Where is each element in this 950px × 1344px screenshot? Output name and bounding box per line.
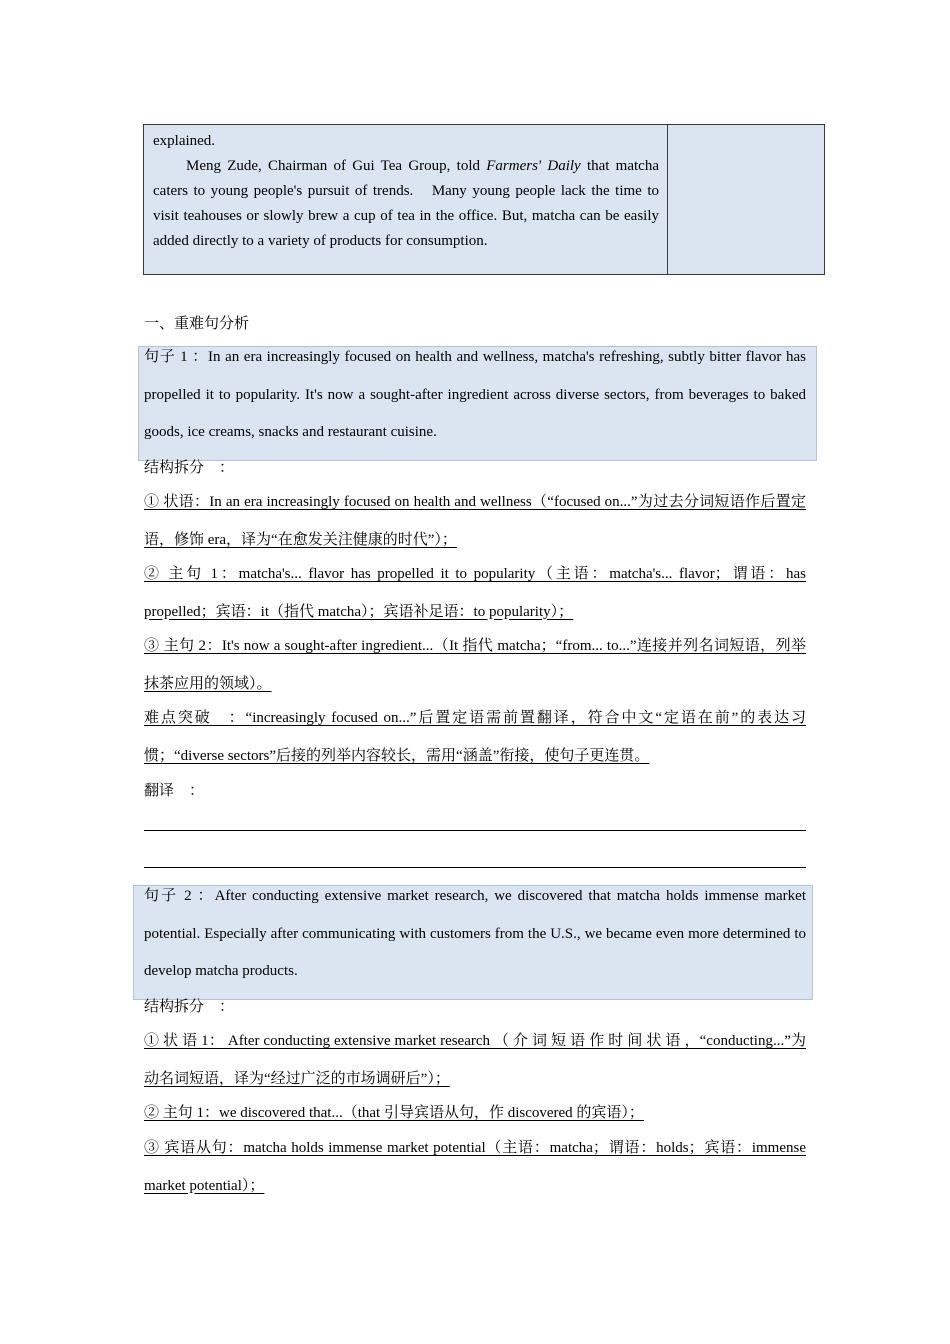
- passage-text-a: Meng Zude, Chairman of Gui Tea Group, told: [186, 158, 487, 174]
- sentence1-point2-text: ② 主句 1：matcha's... flavor has propelled it to popularity（主语：matcha's... flavor；谓语：has propelled；宾语：it（指代 matcha）；宾语补足语：to popularity）；: [144, 566, 806, 620]
- passage-table: [143, 124, 825, 275]
- sentence1-paragraph: [144, 339, 806, 452]
- sentence2-label: 句子 2 ：: [144, 888, 215, 904]
- sentence1-structure-label: 结构拆分 ：: [144, 460, 235, 476]
- sentence2-point2: [144, 1095, 806, 1133]
- sentence1-point2: [144, 556, 806, 631]
- sentence1-block: [144, 339, 806, 452]
- sentence1-difficulty-text: 难点突破 ：“increasingly focused on...”后置定语需前置翻译，符合中文“定语在前”的表达习惯；“diverse sectors”后接的列举内容较长，需用“涵盖”衔接，使句子更连贯。: [144, 710, 806, 764]
- sentence1-difficulty: [144, 700, 806, 775]
- sentence2-paragraph: [144, 878, 806, 991]
- sentence1-point1-text: ① 状语：In an era increasingly focused on health and wellness（“focused on...”为过去分词短语作后置定语，修饰 era，译为“在愈发关注健康的时代”）；: [144, 494, 806, 548]
- sentence2-point3: [144, 1130, 806, 1205]
- sentence1-point1: [144, 484, 806, 559]
- sentence2-point3-text: ③ 宾语从句：matcha holds immense market potential（主语：matcha；谓语：holds；宾语：immense market potential）；: [144, 1140, 806, 1194]
- passage-cell: [144, 125, 668, 274]
- newspaper-title: Farmers' Daily: [486, 158, 581, 174]
- passage-line-1: explained.: [153, 133, 216, 149]
- notes-cell: [668, 125, 824, 274]
- sentence2-text: After conducting extensive market research, we discovered that matcha holds immense market potential. Especially after communicating with customers from the U.S., we became even more determined to develop matcha products.: [144, 888, 806, 979]
- sentence1-label: 句子 1 ：: [144, 349, 209, 365]
- translation-answer-line-2[interactable]: [144, 867, 806, 868]
- passage-paragraph: [153, 154, 659, 254]
- sentence2-block: [144, 878, 806, 991]
- translation-answer-line-1[interactable]: [144, 830, 806, 831]
- sentence2-point1-text: ① 状 语 1： After conducting extensive market research （ 介 词 短 语 作 时 间 状 语 ，“conducting...”为动名词短语，译为“经过广泛的市场调研后”）；: [144, 1033, 806, 1087]
- passage-text-b: that matcha caters to young people's pursuit of trends. Many young people lack the time to visit teahouses or slowly brew a cup of tea in the office. But, matcha can be easily added directly to a variety of products for consumption.: [153, 158, 659, 249]
- sentence2-point1: [144, 1023, 806, 1098]
- sentence1-point3-text: ③ 主句 2：It's now a sought-after ingredient...（It 指代 matcha；“from... to...”连接并列名词短语，列举抹茶应用的领域）。: [144, 638, 806, 692]
- sentence2-point2-text: ② 主句 1：we discovered that...（that 引导宾语从句，作 discovered 的宾语）；: [144, 1105, 644, 1121]
- sentence2-structure-label: 结构拆分 ：: [144, 999, 235, 1015]
- sentence1-text: In an era increasingly focused on health and wellness, matcha's refreshing, subtly bitter flavor has propelled it to popularity. It's now a sought-after ingredient across diverse sectors, from beverages to baked goods, ice creams, snacks and restaurant cuisine.: [144, 349, 806, 440]
- sentence1-translation-label: 翻译 ：: [144, 783, 205, 799]
- section-heading: 一、重难句分析: [144, 316, 250, 332]
- sentence1-point3: [144, 628, 806, 703]
